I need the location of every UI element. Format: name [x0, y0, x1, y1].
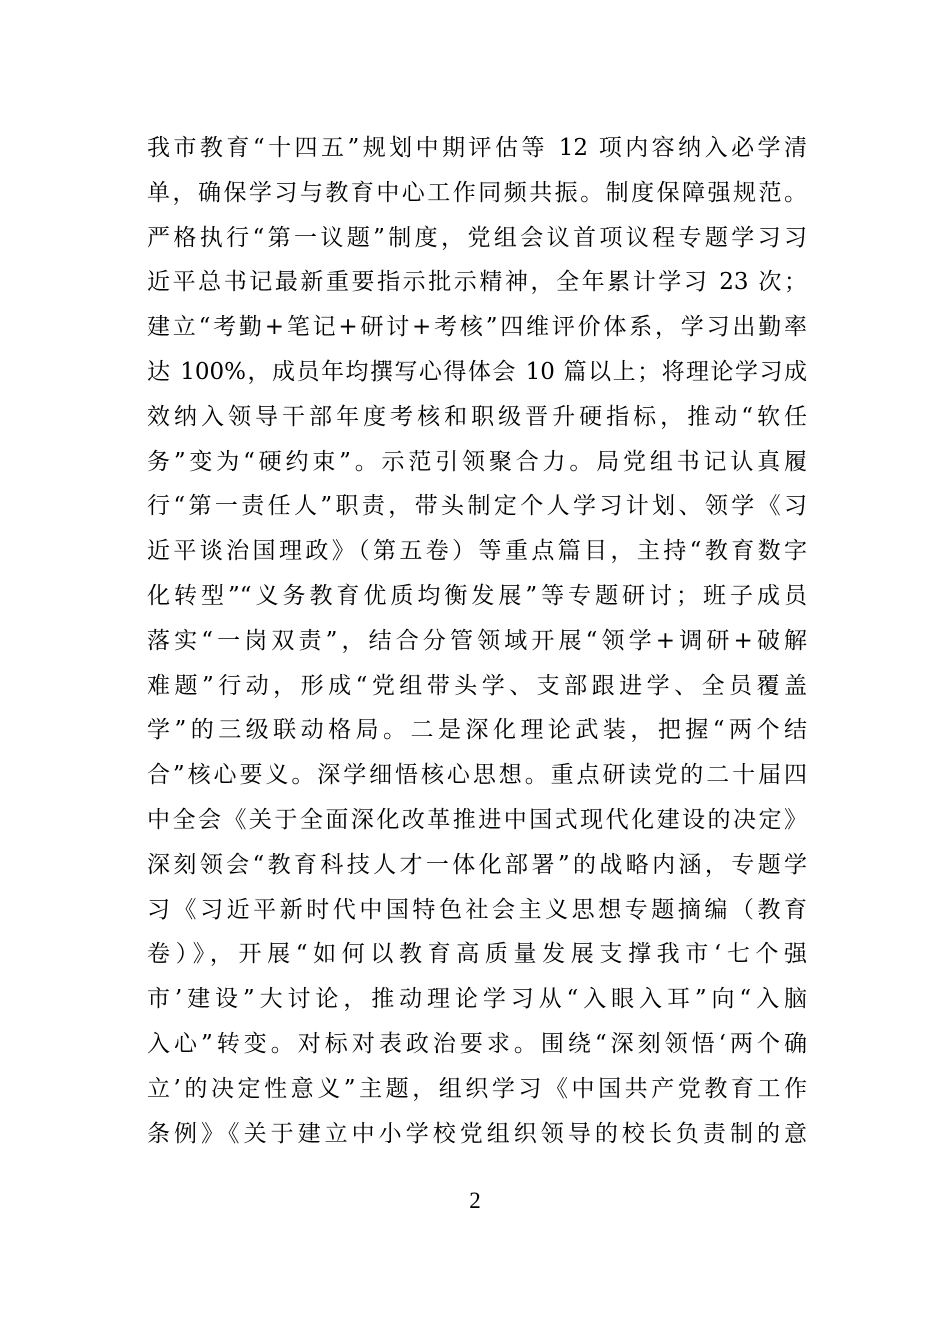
text-line: 我市教育“十四五”规划中期评估等 12 项内容纳入必学清 — [147, 135, 807, 161]
text-line: 立’的决定性意义”主题，组织学习《中国共产党教育工作 — [147, 1075, 807, 1102]
text-line: 卷）》，开展“如何以教育高质量发展支撑我市‘七个强 — [147, 941, 807, 968]
text-line: 行“第一责任人”职责，带头制定个人学习计划、领学《习 — [147, 493, 807, 520]
body-text — [147, 126, 807, 1156]
text-line: 条例》《关于建立中小学校党组织领导的校长负责制的意 — [147, 1120, 807, 1147]
text-line: 近平谈治国理政》（第五卷）等重点篇目，主持“教育数字 — [147, 538, 807, 565]
text-line: 落实“一岗双责”，结合分管领域开展“领学+调研+破解 — [147, 627, 807, 654]
text-line: 入心”转变。对标对表政治要求。围绕“深刻领悟‘两个确 — [147, 1030, 807, 1057]
page-number: 2 — [469, 1188, 481, 1213]
text-line: 单，确保学习与教育中心工作同频共振。制度保障强规范。 — [147, 179, 807, 206]
text-line: 市’建设”大讨论，推动理论学习从“入眼入耳”向“入脑 — [147, 986, 807, 1013]
text-line: 难题”行动，形成“党组带头学、支部跟进学、全员覆盖 — [147, 672, 807, 699]
text-line: 中全会《关于全面深化改革推进中国式现代化建设的决定》 — [147, 806, 807, 833]
text-line: 务”变为“硬约束”。示范引领聚合力。局党组书记认真履 — [147, 448, 807, 475]
text-line: 严格执行“第一议题”制度，党组会议首项议程专题学习习 — [147, 224, 807, 251]
text-line: 达 100%，成员年均撰写心得体会 10 篇以上；将理论学习成 — [147, 358, 807, 385]
text-line: 学”的三级联动格局。二是深化理论武装，把握“两个结 — [147, 717, 807, 744]
text-line: 习《习近平新时代中国特色社会主义思想专题摘编（教育 — [147, 896, 807, 923]
text-line: 近平总书记最新重要指示批示精神，全年累计学习 23 次； — [147, 269, 807, 296]
text-line: 建立“考勤+笔记+研讨+考核”四维评价体系，学习出勤率 — [147, 314, 807, 341]
text-line: 效纳入领导干部年度考核和职级晋升硬指标，推动“软任 — [147, 403, 807, 430]
text-line: 合”核心要义。深学细悟核心思想。重点研读党的二十届四 — [147, 762, 807, 789]
text-line: 深刻领会“教育科技人才一体化部署”的战略内涵，专题学 — [147, 851, 807, 878]
text-line: 化转型”“义务教育优质均衡发展”等专题研讨；班子成员 — [147, 582, 807, 609]
